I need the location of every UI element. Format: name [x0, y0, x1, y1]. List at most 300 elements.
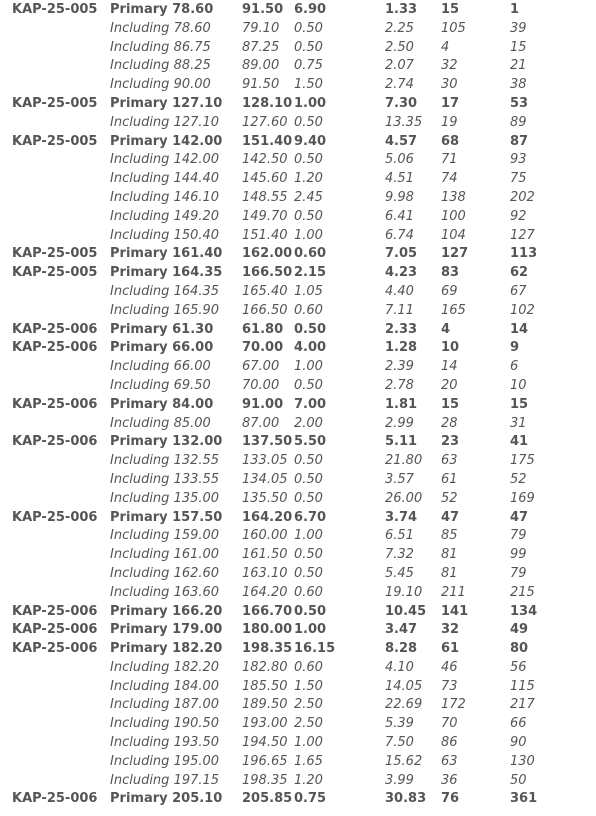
- gold-grade-cell: 2.99: [385, 415, 414, 431]
- from-depth-value: 69.50: [173, 377, 211, 393]
- from-depth-value: 159.00: [173, 528, 220, 544]
- silver-grade-cell: 69: [441, 283, 458, 299]
- table-row: [0, 227, 596, 246]
- gold-grade-cell: 2.50: [385, 39, 414, 55]
- interval-length-cell: 16.15: [294, 641, 336, 657]
- interval-type-label: Primary: [110, 603, 168, 619]
- interval-type-label: Including: [110, 227, 170, 243]
- table-row: [0, 659, 596, 678]
- interval-type-label: Primary: [110, 133, 168, 149]
- to-depth-cell: 194.50: [242, 735, 288, 751]
- table-row: [0, 678, 596, 697]
- silver-grade-cell: 61: [441, 471, 458, 487]
- interval-type-cell: [110, 20, 211, 39]
- interval-type-cell: [110, 57, 211, 76]
- interval-type-label: Including: [110, 302, 170, 318]
- interval-type-cell: [110, 546, 219, 565]
- silver-grade-cell: 81: [441, 547, 458, 563]
- table-row: [0, 509, 596, 528]
- to-depth-cell: 151.40: [242, 133, 293, 149]
- interval-type-cell: [110, 151, 219, 170]
- from-depth-value: 150.40: [173, 227, 220, 243]
- interval-type-label: Primary: [110, 2, 168, 17]
- table-row: [0, 1, 596, 20]
- interval-type-cell: [110, 452, 219, 471]
- interval-type-label: Including: [110, 283, 170, 299]
- gold-grade-cell: 26.00: [385, 490, 423, 506]
- copper-grade-cell: 31: [510, 415, 527, 431]
- interval-type-cell: [110, 753, 219, 772]
- gold-grade-cell: 6.41: [385, 208, 414, 224]
- from-depth-value: 205.10: [172, 791, 223, 807]
- interval-type-label: Including: [110, 415, 170, 431]
- silver-grade-cell: 28: [441, 415, 458, 431]
- silver-grade-cell: 138: [441, 189, 466, 205]
- copper-grade-cell: 115: [510, 678, 535, 694]
- interval-length-cell: 1.50: [294, 77, 323, 93]
- silver-grade-cell: 73: [441, 678, 458, 694]
- copper-grade-cell: 39: [510, 20, 527, 36]
- interval-length-cell: 0.50: [294, 20, 323, 36]
- table-row: [0, 790, 596, 809]
- hole-id-cell: KAP-25-006: [12, 340, 98, 356]
- to-depth-cell: 205.85: [242, 791, 293, 807]
- to-depth-cell: 189.50: [242, 697, 288, 713]
- interval-type-cell: [110, 114, 219, 133]
- gold-grade-cell: 1.33: [385, 2, 418, 17]
- interval-type-label: Including: [110, 114, 170, 130]
- from-depth-value: 157.50: [172, 509, 223, 525]
- to-depth-cell: 142.50: [242, 152, 288, 168]
- table-row: [0, 696, 596, 715]
- table-row: [0, 396, 596, 415]
- copper-grade-cell: 113: [510, 246, 538, 262]
- interval-length-cell: 0.50: [294, 453, 323, 469]
- copper-grade-cell: 175: [510, 453, 535, 469]
- gold-grade-cell: 8.28: [385, 641, 418, 657]
- gold-grade-cell: 2.74: [385, 77, 414, 93]
- interval-length-cell: 0.75: [294, 58, 323, 74]
- table-row: [0, 283, 596, 302]
- interval-type-cell: [110, 1, 213, 20]
- interval-type-label: Including: [110, 20, 170, 36]
- table-row: [0, 715, 596, 734]
- copper-grade-cell: 38: [510, 77, 527, 93]
- interval-length-cell: 0.50: [294, 471, 323, 487]
- to-depth-cell: 128.10: [242, 95, 293, 111]
- interval-length-cell: 2.00: [294, 415, 323, 431]
- table-row: [0, 377, 596, 396]
- to-depth-cell: 127.60: [242, 114, 288, 130]
- copper-grade-cell: 215: [510, 584, 535, 600]
- interval-type-cell: [110, 208, 219, 227]
- gold-grade-cell: 2.33: [385, 321, 418, 337]
- copper-grade-cell: 361: [510, 791, 538, 807]
- silver-grade-cell: 83: [441, 265, 460, 281]
- interval-length-cell: 9.40: [294, 133, 327, 149]
- gold-grade-cell: 3.74: [385, 509, 418, 525]
- to-depth-cell: 148.55: [242, 189, 288, 205]
- interval-type-cell: [110, 640, 222, 659]
- gold-grade-cell: 7.30: [385, 95, 418, 111]
- interval-length-cell: 0.50: [294, 490, 323, 506]
- interval-length-cell: 1.00: [294, 735, 323, 751]
- interval-type-label: Primary: [110, 246, 168, 262]
- from-depth-value: 164.35: [172, 265, 223, 281]
- to-depth-cell: 70.00: [242, 340, 284, 356]
- table-row: [0, 302, 596, 321]
- gold-grade-cell: 9.98: [385, 189, 414, 205]
- to-depth-cell: 163.10: [242, 565, 288, 581]
- copper-grade-cell: 90: [510, 735, 527, 751]
- interval-type-cell: [110, 302, 219, 321]
- table-row: [0, 772, 596, 791]
- from-depth-value: 162.60: [173, 565, 220, 581]
- interval-length-cell: 0.50: [294, 565, 323, 581]
- copper-grade-cell: 80: [510, 641, 529, 657]
- to-depth-cell: 166.70: [242, 603, 293, 619]
- to-depth-cell: 145.60: [242, 171, 288, 187]
- silver-grade-cell: 63: [441, 453, 458, 469]
- gold-grade-cell: 7.32: [385, 547, 414, 563]
- copper-grade-cell: 134: [510, 603, 538, 619]
- to-depth-cell: 185.50: [242, 678, 288, 694]
- copper-grade-cell: 10: [510, 377, 527, 393]
- interval-type-label: Including: [110, 171, 170, 187]
- from-depth-value: 163.60: [173, 584, 220, 600]
- table-row: [0, 753, 596, 772]
- to-depth-cell: 196.65: [242, 753, 288, 769]
- table-row: [0, 95, 596, 114]
- silver-grade-cell: 81: [441, 565, 458, 581]
- table-row: [0, 415, 596, 434]
- table-row: [0, 208, 596, 227]
- interval-type-label: Primary: [110, 434, 168, 450]
- from-depth-value: 127.10: [172, 95, 223, 111]
- interval-type-cell: [110, 433, 222, 452]
- to-depth-cell: 182.80: [242, 659, 288, 675]
- copper-grade-cell: 15: [510, 39, 527, 55]
- silver-grade-cell: 32: [441, 622, 460, 638]
- table-row: [0, 20, 596, 39]
- interval-type-cell: [110, 133, 222, 152]
- from-depth-value: 66.00: [173, 359, 211, 375]
- interval-length-cell: 6.90: [294, 2, 327, 17]
- silver-grade-cell: 4: [441, 321, 451, 337]
- copper-grade-cell: 21: [510, 58, 527, 74]
- interval-length-cell: 1.50: [294, 678, 323, 694]
- interval-length-cell: 1.20: [294, 772, 323, 788]
- interval-length-cell: 6.70: [294, 509, 327, 525]
- silver-grade-cell: 172: [441, 697, 466, 713]
- to-depth-cell: 198.35: [242, 772, 288, 788]
- gold-grade-cell: 4.10: [385, 659, 414, 675]
- silver-grade-cell: 17: [441, 95, 460, 111]
- interval-type-label: Primary: [110, 396, 168, 412]
- interval-type-label: Primary: [110, 340, 168, 356]
- interval-length-cell: 5.50: [294, 434, 327, 450]
- interval-type-label: Including: [110, 77, 170, 93]
- table-row: [0, 546, 596, 565]
- silver-grade-cell: 86: [441, 735, 458, 751]
- gold-grade-cell: 3.47: [385, 622, 418, 638]
- table-row: [0, 76, 596, 95]
- copper-grade-cell: 41: [510, 434, 529, 450]
- interval-length-cell: 4.00: [294, 340, 327, 356]
- interval-length-cell: 0.75: [294, 791, 327, 807]
- interval-length-cell: 1.65: [294, 753, 323, 769]
- hole-id-cell: KAP-25-006: [12, 509, 98, 525]
- table-row: [0, 339, 596, 358]
- interval-length-cell: 0.60: [294, 302, 323, 318]
- gold-grade-cell: 7.05: [385, 246, 418, 262]
- interval-type-label: Primary: [110, 791, 168, 807]
- silver-grade-cell: 100: [441, 208, 466, 224]
- table-row: [0, 452, 596, 471]
- interval-type-cell: [110, 490, 219, 509]
- copper-grade-cell: 66: [510, 716, 527, 732]
- gold-grade-cell: 4.57: [385, 133, 418, 149]
- interval-type-cell: [110, 772, 219, 791]
- gold-grade-cell: 10.45: [385, 603, 427, 619]
- interval-type-cell: [110, 245, 222, 264]
- from-depth-value: 179.00: [172, 622, 223, 638]
- table-row: [0, 39, 596, 58]
- from-depth-value: 78.60: [173, 20, 211, 36]
- gold-grade-cell: 5.11: [385, 434, 418, 450]
- from-depth-value: 127.10: [173, 114, 220, 130]
- to-depth-cell: 198.35: [242, 641, 293, 657]
- from-depth-value: 197.15: [173, 772, 220, 788]
- from-depth-value: 84.00: [172, 396, 214, 412]
- assay-results-table: [0, 1, 596, 809]
- to-depth-cell: 61.80: [242, 321, 284, 337]
- to-depth-cell: 87.00: [242, 415, 280, 431]
- copper-grade-cell: 127: [510, 227, 535, 243]
- from-depth-value: 132.00: [172, 434, 223, 450]
- silver-grade-cell: 36: [441, 772, 458, 788]
- interval-type-label: Primary: [110, 95, 168, 111]
- interval-type-label: Primary: [110, 622, 168, 638]
- gold-grade-cell: 1.81: [385, 396, 418, 412]
- table-row: [0, 565, 596, 584]
- interval-length-cell: 0.50: [294, 377, 323, 393]
- interval-length-cell: 1.00: [294, 528, 323, 544]
- hole-id-cell: KAP-25-005: [12, 133, 98, 149]
- interval-length-cell: 0.50: [294, 152, 323, 168]
- copper-grade-cell: 202: [510, 189, 535, 205]
- interval-type-label: Including: [110, 697, 170, 713]
- interval-type-label: Including: [110, 678, 170, 694]
- table-row: [0, 734, 596, 753]
- table-row: [0, 114, 596, 133]
- gold-grade-cell: 2.07: [385, 58, 414, 74]
- interval-type-cell: [110, 565, 219, 584]
- hole-id-cell: KAP-25-006: [12, 396, 98, 412]
- to-depth-cell: 161.50: [242, 547, 288, 563]
- copper-grade-cell: 47: [510, 509, 529, 525]
- interval-type-label: Including: [110, 547, 170, 563]
- gold-grade-cell: 13.35: [385, 114, 423, 130]
- interval-type-label: Including: [110, 772, 170, 788]
- from-depth-value: 187.00: [173, 697, 220, 713]
- interval-type-cell: [110, 227, 219, 246]
- from-depth-value: 133.55: [173, 471, 220, 487]
- copper-grade-cell: 49: [510, 622, 529, 638]
- interval-length-cell: 1.05: [294, 283, 323, 299]
- interval-type-label: Including: [110, 490, 170, 506]
- copper-grade-cell: 14: [510, 321, 529, 337]
- hole-id-cell: KAP-25-006: [12, 641, 98, 657]
- silver-grade-cell: 23: [441, 434, 460, 450]
- interval-type-label: Including: [110, 735, 170, 751]
- hole-id-cell: KAP-25-005: [12, 246, 98, 262]
- from-depth-value: 135.00: [173, 490, 220, 506]
- gold-grade-cell: 15.62: [385, 753, 423, 769]
- from-depth-value: 161.00: [173, 547, 220, 563]
- silver-grade-cell: 105: [441, 20, 466, 36]
- copper-grade-cell: 75: [510, 171, 527, 187]
- silver-grade-cell: 63: [441, 753, 458, 769]
- hole-id-cell: KAP-25-005: [12, 265, 98, 281]
- silver-grade-cell: 70: [441, 716, 458, 732]
- interval-type-cell: [110, 678, 219, 697]
- gold-grade-cell: 7.50: [385, 735, 414, 751]
- interval-type-label: Including: [110, 453, 170, 469]
- hole-id-cell: KAP-25-006: [12, 434, 98, 450]
- interval-type-label: Including: [110, 565, 170, 581]
- from-depth-value: 78.60: [172, 2, 214, 17]
- copper-grade-cell: 1: [510, 2, 520, 17]
- from-depth-value: 146.10: [173, 189, 220, 205]
- interval-length-cell: 0.50: [294, 603, 327, 619]
- silver-grade-cell: 85: [441, 528, 458, 544]
- to-depth-cell: 89.00: [242, 58, 280, 74]
- interval-type-cell: [110, 415, 211, 434]
- from-depth-value: 142.00: [173, 152, 220, 168]
- silver-grade-cell: 71: [441, 152, 458, 168]
- interval-type-label: Including: [110, 659, 170, 675]
- from-depth-value: 193.50: [173, 735, 220, 751]
- silver-grade-cell: 14: [441, 359, 458, 375]
- to-depth-cell: 166.50: [242, 265, 293, 281]
- from-depth-value: 142.00: [172, 133, 223, 149]
- gold-grade-cell: 3.99: [385, 772, 414, 788]
- silver-grade-cell: 19: [441, 114, 458, 130]
- gold-grade-cell: 4.23: [385, 265, 418, 281]
- interval-type-cell: [110, 283, 219, 302]
- table-row: [0, 170, 596, 189]
- interval-type-label: Including: [110, 471, 170, 487]
- interval-type-cell: [110, 696, 219, 715]
- interval-type-cell: [110, 95, 222, 114]
- interval-type-label: Primary: [110, 321, 168, 337]
- copper-grade-cell: 6: [510, 359, 519, 375]
- to-depth-cell: 164.20: [242, 509, 293, 525]
- interval-length-cell: 2.15: [294, 265, 327, 281]
- interval-length-cell: 0.60: [294, 246, 327, 262]
- from-depth-value: 166.20: [172, 603, 223, 619]
- table-row: [0, 433, 596, 452]
- silver-grade-cell: 127: [441, 246, 469, 262]
- to-depth-cell: 91.00: [242, 396, 284, 412]
- to-depth-cell: 87.25: [242, 39, 280, 55]
- copper-grade-cell: 89: [510, 114, 527, 130]
- from-depth-value: 66.00: [172, 340, 214, 356]
- silver-grade-cell: 165: [441, 302, 466, 318]
- to-depth-cell: 193.00: [242, 716, 288, 732]
- silver-grade-cell: 52: [441, 490, 458, 506]
- interval-length-cell: 2.50: [294, 716, 323, 732]
- table-row: [0, 358, 596, 377]
- interval-length-cell: 1.20: [294, 171, 323, 187]
- interval-type-cell: [110, 396, 213, 415]
- interval-length-cell: 0.50: [294, 208, 323, 224]
- interval-type-cell: [110, 734, 219, 753]
- to-depth-cell: 134.05: [242, 471, 288, 487]
- from-depth-value: 149.20: [173, 208, 220, 224]
- gold-grade-cell: 6.74: [385, 227, 414, 243]
- interval-type-label: Including: [110, 189, 170, 205]
- copper-grade-cell: 9: [510, 340, 520, 356]
- gold-grade-cell: 4.40: [385, 283, 414, 299]
- interval-type-cell: [110, 76, 211, 95]
- interval-type-cell: [110, 358, 211, 377]
- interval-length-cell: 0.50: [294, 547, 323, 563]
- interval-type-cell: [110, 527, 219, 546]
- interval-type-cell: [110, 603, 222, 622]
- interval-type-label: Primary: [110, 265, 168, 281]
- gold-grade-cell: 5.45: [385, 565, 414, 581]
- to-depth-cell: 164.20: [242, 584, 288, 600]
- interval-type-cell: [110, 189, 219, 208]
- to-depth-cell: 91.50: [242, 2, 284, 17]
- interval-length-cell: 0.60: [294, 584, 323, 600]
- table-row: [0, 640, 596, 659]
- interval-length-cell: 1.00: [294, 95, 327, 111]
- interval-type-label: Primary: [110, 509, 168, 525]
- gold-grade-cell: 21.80: [385, 453, 423, 469]
- copper-grade-cell: 99: [510, 547, 527, 563]
- from-depth-value: 161.40: [172, 246, 223, 262]
- interval-length-cell: 1.00: [294, 359, 323, 375]
- copper-grade-cell: 79: [510, 528, 527, 544]
- silver-grade-cell: 104: [441, 227, 466, 243]
- hole-id-cell: KAP-25-006: [12, 603, 98, 619]
- from-depth-value: 182.20: [173, 659, 220, 675]
- interval-length-cell: 1.00: [294, 622, 327, 638]
- to-depth-cell: 67.00: [242, 359, 280, 375]
- copper-grade-cell: 67: [510, 283, 527, 299]
- interval-type-label: Including: [110, 58, 170, 74]
- interval-type-cell: [110, 621, 222, 640]
- gold-grade-cell: 7.11: [385, 302, 414, 318]
- interval-type-label: Primary: [110, 641, 168, 657]
- copper-grade-cell: 93: [510, 152, 527, 168]
- copper-grade-cell: 169: [510, 490, 535, 506]
- gold-grade-cell: 5.06: [385, 152, 414, 168]
- interval-type-cell: [110, 321, 213, 340]
- copper-grade-cell: 15: [510, 396, 529, 412]
- from-depth-value: 88.25: [173, 58, 211, 74]
- copper-grade-cell: 130: [510, 753, 535, 769]
- interval-type-cell: [110, 377, 211, 396]
- to-depth-cell: 133.05: [242, 453, 288, 469]
- to-depth-cell: 180.00: [242, 622, 293, 638]
- silver-grade-cell: 10: [441, 340, 460, 356]
- interval-length-cell: 0.50: [294, 39, 323, 55]
- table-row: [0, 527, 596, 546]
